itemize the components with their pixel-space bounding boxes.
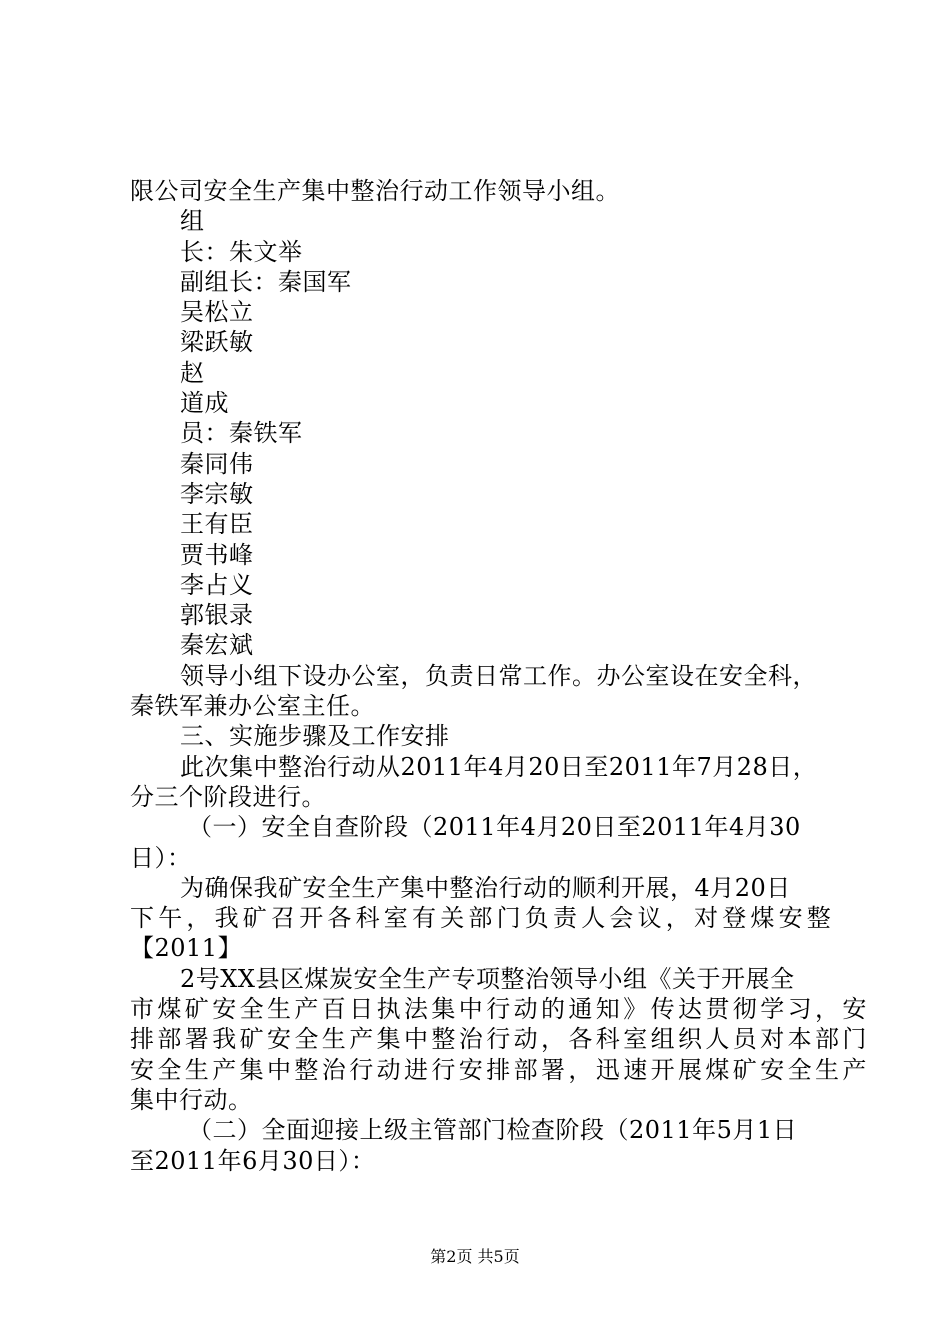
text-line: 排部署我矿安全生产集中整治行动，各科室组织人员对本部门: [130, 1025, 870, 1054]
text-line: 分三个阶段进行。: [130, 782, 326, 811]
page-number-footer: 第2页 共5页: [430, 1247, 520, 1266]
text-line: 赵: [180, 358, 205, 387]
text-line: 秦同伟: [180, 449, 254, 478]
text-line: 副组长：秦国军: [180, 267, 352, 296]
text-line: 组: [180, 207, 205, 236]
text-line: 吴松立: [180, 298, 254, 327]
text-line: 员：秦铁军: [180, 419, 303, 448]
text-line: 王有臣: [180, 510, 254, 539]
text-line: 日）：: [130, 843, 192, 872]
text-line: 至2011年6月30日）：: [130, 1146, 376, 1175]
text-line: 道成: [180, 389, 229, 418]
text-line: 贾书峰: [180, 540, 254, 569]
text-line: 安全生产集中整治行动进行安排部署，迅速开展煤矿安全生产: [130, 1055, 870, 1084]
text-line: 郭银录: [180, 601, 254, 630]
text-line: 市煤矿安全生产百日执法集中行动的通知》传达贯彻学习，安: [130, 995, 870, 1024]
text-line: 李宗敏: [180, 479, 254, 508]
section-heading: 三、实施步骤及工作安排: [180, 722, 450, 751]
text-line: 限公司安全生产集中整治行动工作领导小组。: [130, 177, 620, 205]
text-line: 李占义: [180, 570, 254, 599]
text-line: 秦铁军兼办公室主任。: [130, 692, 375, 721]
document-body: [130, 176, 870, 1176]
text-line: 集中行动。: [130, 1085, 253, 1114]
text-line: 2号XX县区煤炭安全生产专项整治领导小组《关于开展全: [180, 964, 795, 993]
text-line: 【2011】: [130, 934, 243, 963]
text-line: 梁跃敏: [180, 328, 254, 357]
text-line: 为确保我矿安全生产集中整治行动的顺利开展，4月20日: [180, 873, 791, 902]
text-line: 此次集中整治行动从2011年4月20日至2011年7月28日，: [180, 752, 818, 781]
text-line: 领导小组下设办公室，负责日常工作。办公室设在安全科，: [180, 661, 817, 690]
text-line: 长：朱文举: [180, 237, 303, 266]
text-line: 下午，我矿召开各科室有关部门负责人会议，对登煤安整: [130, 904, 835, 933]
text-line: 秦宏斌: [180, 631, 254, 660]
subsection-heading: （一）安全自查阶段（2011年4月20日至2011年4月30: [188, 813, 801, 842]
subsection-heading: （二）全面迎接上级主管部门检查阶段（2011年5月1日: [188, 1116, 798, 1145]
